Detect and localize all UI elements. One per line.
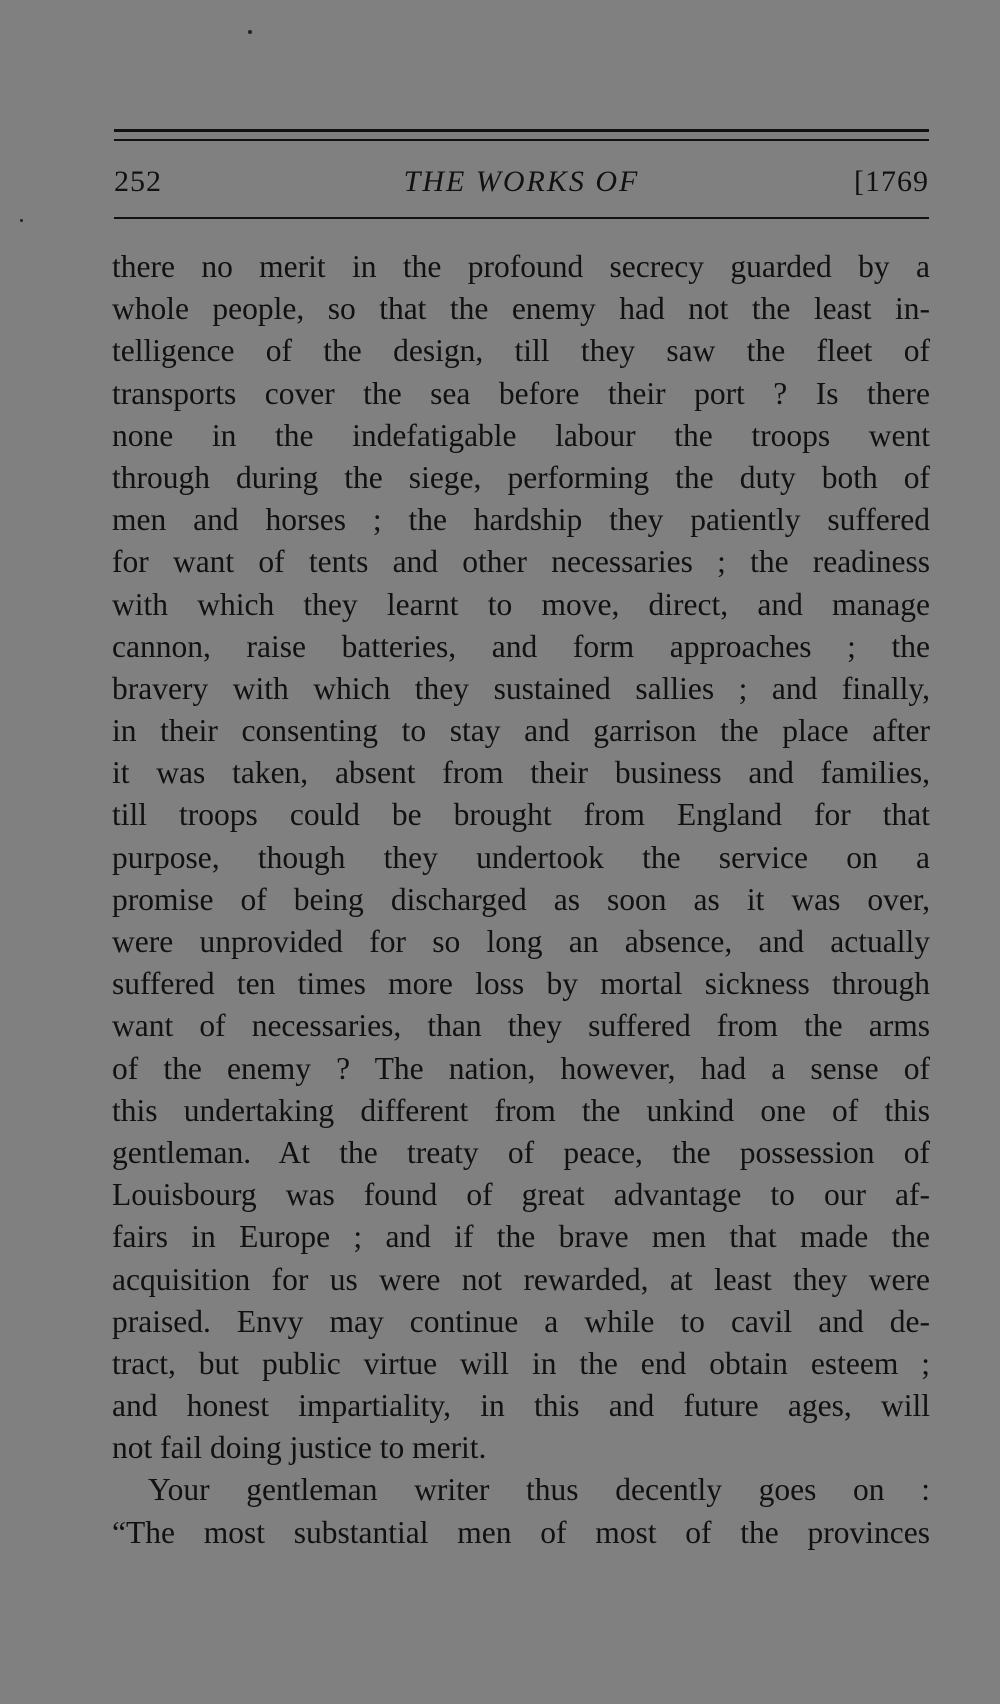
paragraph-end-line: not fail doing justice to merit.	[112, 1430, 487, 1466]
text-line: bravery with which they sustained sallies ; and finally,	[112, 670, 930, 706]
text-line: for want of tents and other necessaries ; the readiness	[112, 544, 930, 580]
text-line: and honest impartiality, in this and future ages, will	[112, 1388, 930, 1424]
text-line: none in the indefatigable labour the troops went	[112, 417, 930, 453]
text-line: transports cover the sea before their port ? Is there	[112, 375, 930, 411]
running-title: THE WORKS OF	[403, 165, 640, 198]
text-line: suffered ten times more loss by mortal sickness through	[112, 966, 930, 1002]
text-line: gentleman. At the treaty of peace, the possession of	[112, 1134, 930, 1170]
text-line: this undertaking different from the unkind one of this	[112, 1092, 930, 1128]
text-line: praised. Envy may continue a while to cavil and de-	[112, 1303, 930, 1339]
text-line: with which they learnt to move, direct, and manage	[112, 586, 930, 622]
text-line: through during the siege, performing the duty both of	[112, 459, 930, 495]
text-line: it was taken, absent from their business and families,	[112, 755, 930, 791]
header-rule-top-thin	[114, 139, 929, 141]
text-line: tract, but public virtue will in the end obtain esteem ;	[112, 1345, 930, 1381]
header-rule-top-thick	[114, 129, 929, 132]
text-line: till troops could be brought from England for that	[112, 797, 930, 833]
text-line: acquisition for us were not rewarded, at least they were	[112, 1261, 930, 1297]
running-header	[114, 162, 929, 202]
text-line: whole people, so that the enemy had not the least in-	[112, 291, 930, 327]
header-year: [1769	[854, 165, 929, 198]
page-number: 252	[114, 165, 162, 198]
text-line: want of necessaries, than they suffered from the arms	[112, 1008, 930, 1044]
body-text	[112, 246, 930, 1554]
text-line: fairs in Europe ; and if the brave men that made the	[112, 1219, 930, 1255]
text-line: cannon, raise batteries, and form approaches ; the	[112, 628, 930, 664]
text-line: promise of being discharged as soon as it was over,	[112, 881, 930, 917]
header-rule-bottom	[114, 217, 929, 219]
text-line: telligence of the design, till they saw the fleet of	[112, 333, 930, 369]
text-line: there no merit in the profound secrecy guarded by a	[112, 249, 930, 284]
text-line: were unprovided for so long an absence, and actually	[112, 924, 930, 959]
text-line: Louisbourg was found of great advantage to our af-	[112, 1177, 930, 1213]
ink-speck-top	[248, 30, 252, 34]
text-line: in their consenting to stay and garrison the place after	[112, 713, 930, 749]
ink-speck-left	[20, 219, 23, 222]
text-line: purpose, though they undertook the service on a	[112, 839, 930, 875]
paragraph-start-line: Your gentleman writer thus decently goes on :	[148, 1472, 930, 1508]
text-line: “The most substantial men of most of the provinces	[112, 1514, 930, 1550]
text-line: of the enemy ? The nation, however, had a sense of	[112, 1050, 930, 1086]
text-line: men and horses ; the hardship they patiently suffered	[112, 502, 930, 538]
